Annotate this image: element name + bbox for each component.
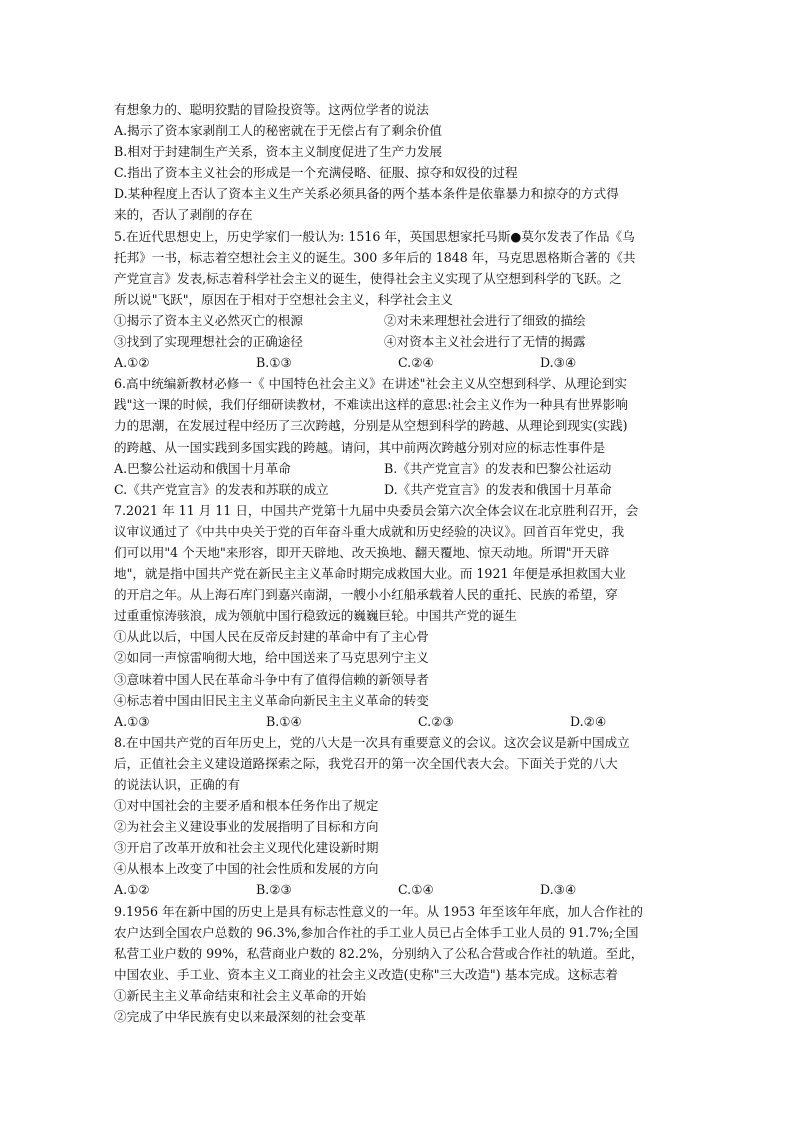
question-7: [114, 500, 674, 732]
q5-items-row: [114, 310, 674, 331]
q5-option-a: A.①②: [114, 355, 150, 371]
q7-stem-line: 过重重惊涛骇浪，成为领航中国行稳致远的巍巍巨轮。中国共产党的诞生: [114, 608, 517, 624]
question-8: [114, 732, 674, 901]
q4-option-b: B.相对于封建制生产关系，资本主义制度促进了生产力发展: [114, 144, 443, 160]
q7-stem-line: 7.2021 年 11 月 11 日，中国共产党第十九届中央委员会第六次全体会议在北京胜利召开，会: [114, 502, 639, 518]
q8-item-3: ③开启了改革开放和社会主义现代化建设新时期: [114, 840, 379, 856]
q5-option-c: C.②④: [398, 355, 434, 371]
q8-stem-line: 的说法认识，正确的有: [114, 777, 240, 792]
q8-item-2: ②为社会主义建设事业的发展指明了目标和方向: [114, 819, 379, 835]
q8-option-b: B.②③: [256, 882, 292, 898]
q8-stem-line: 8.在中国共产党的百年历史上，党的八大是一次具有重要意义的会议。这次会议是新中国成立: [114, 734, 630, 750]
q5-item-2: ②对未来理想社会进行了细致的描绘: [384, 312, 586, 328]
q8-item-4: ④从根本上改变了中国的社会性质和发展的方向: [114, 861, 379, 877]
q6-option-c: C.《共产党宣言》的发表和苏联的成立: [114, 481, 329, 497]
q8-item-1: ①对中国社会的主要矛盾和根本任务作出了规定: [114, 798, 379, 814]
q4-tail: [114, 99, 674, 226]
q6-options-row: [114, 479, 674, 500]
q8-option-a: A.①②: [114, 882, 150, 898]
q6-stem-line: 的跨越、从一国实践到多国实践的跨越。请问，其中前两次跨越分别对应的标志性事件是: [114, 439, 606, 455]
q5-option-d: D.③④: [540, 355, 577, 371]
q7-option-b: B.①④: [266, 713, 302, 729]
q5-item-4: ④对资本主义社会进行了无情的揭露: [384, 334, 586, 350]
q6-stem-line: 力的思潮，在发展过程中经历了三次跨越，分别是从空想到科学的跨越、从理论到现实(实践): [114, 418, 628, 434]
q9-stem-line: 私营工业户数的 99%，私营商业户数的 82.2%，分别纳入了公私合营或合作社的轨道。至此，: [114, 945, 644, 961]
q9-stem-line: 9.1956 年在新中国的历史上是具有标志性意义的一年。从 1953 年至该年年底，加人合作社的: [114, 903, 643, 919]
q5-items-row: [114, 331, 674, 352]
q7-stem-line: 议审议通过了《中共中央关于党的百年奋斗重大成就和历史经验的决议》。回首百年党史，我: [114, 523, 625, 539]
q8-stem-line: 后，正值社会主义建设道路探索之际，我党召开的第一次全国代表大会。下面关于党的八大: [114, 755, 618, 771]
q5-stem-line: 5.在近代思想史上，历史学家们一般认为: 1516 年，英国思想家托马斯●莫尔发表了作品《乌: [114, 228, 635, 244]
question-9: [114, 901, 674, 1028]
q6-stem-line: 践"这一课的时候，我们仔细研读教材，不难读出这样的意思:社会主义作为一种具有世界影响: [114, 397, 628, 413]
q9-stem-line: 中国农业、手工业、资本主义工商业的社会主义改造(史称"三大改造") 基本完成。这标志着: [114, 966, 618, 982]
q7-item-2: ②如同一声惊雷响彻大地，给中国送来了马克思列宁主义: [114, 650, 429, 666]
q5-item-1: ①揭示了资本主义必然灭亡的根源: [114, 312, 303, 328]
q7-item-1: ①从此以后，中国人民在反帝反封建的革命中有了主心骨: [114, 629, 429, 645]
question-6: [114, 373, 674, 500]
q5-option-b: B.①③: [256, 355, 292, 371]
q9-item-1: ①新民主主义革命结束和社会主义革命的开始: [114, 987, 366, 1003]
q5-stem-line: 产党宣言》发表,标志着科学社会主义的诞生，使得社会主义实现了从空想到科学的飞跃。之: [114, 270, 622, 286]
q8-option-d: D.③④: [540, 882, 577, 898]
q6-option-b: B.《共产党宣言》的发表和巴黎公社运动: [384, 460, 612, 476]
q8-options-row: [114, 879, 674, 900]
q7-item-4: ④标志着中国由旧民主主义革命向新民主主义革命的转变: [114, 692, 429, 708]
q4-stem-tail: 有想象力的、聪明狡黠的冒险投资等。这两位学者的说法: [114, 102, 429, 117]
q4-option-d-cont: 来的，否认了剥削的存在: [114, 207, 253, 223]
q8-option-c: C.①④: [398, 882, 434, 898]
q6-options-row: [114, 458, 674, 479]
q7-options-row: [114, 711, 674, 732]
q7-option-c: C.②③: [418, 713, 454, 729]
q4-option-a: A.揭示了资本家剥削工人的秘密就在于无偿占有了剩余价值: [114, 123, 442, 139]
q4-option-c: C.指出了资本主义社会的形成是一个充满侵略、征服、掠夺和奴役的过程: [114, 165, 518, 181]
q9-item-2: ②完成了中华民族有史以来最深刻的社会变革: [114, 1009, 366, 1025]
q4-option-d: D.某种程度上否认了资本主义生产关系必须具备的两个基本条件是依靠暴力和掠夺的方式得: [114, 186, 619, 202]
q7-option-d: D.②④: [570, 713, 607, 729]
q7-stem-line: 们可以用"4 个天地"来形容，即开天辟地、改天换地、翻天覆地、惊天动地。所谓"开天辟: [114, 544, 610, 560]
q6-stem-line: 6.高中统编新教材必修一《 中国特色社会主义》在讲述"社会主义从空想到科学、从理论到实: [114, 376, 627, 392]
q7-option-a: A.①③: [114, 713, 150, 729]
q6-option-d: D.《共产党宣言》的发表和俄国十月革命: [384, 481, 612, 497]
q6-option-a: A.巴黎公社运动和俄国十月革命: [114, 460, 291, 476]
q5-item-3: ③找到了实现理想社会的正确途径: [114, 334, 303, 350]
q7-stem-line: 地"，就是指中国共产党在新民主主义革命时期完成救国大业。而 1921 年便是承担救国大业: [114, 566, 626, 582]
q7-item-3: ③意味着中国人民在革命斗争中有了值得信赖的新领导者: [114, 671, 429, 687]
page-content: [114, 99, 674, 1027]
q5-stem-line: 托邦》一书，标志着空想社会主义的诞生。300 多年后的 1848 年，马克思恩格斯合著的《共: [114, 249, 636, 265]
q5-options-row: [114, 352, 674, 373]
question-5: [114, 226, 674, 374]
q7-stem-line: 的开启之年。从上海石库门到嘉兴南湖，一艘小小红船承载着人民的重托、民族的希望，穿: [114, 587, 618, 603]
q5-stem-line: 所以说"飞跃"，原因在于相对于空想社会主义，科学社会主义: [114, 291, 454, 307]
q9-stem-line: 农户达到全国农户总数的 96.3%,参加合作社的手工业人员已占全体手工业人员的 91.7%;全国: [114, 924, 639, 940]
